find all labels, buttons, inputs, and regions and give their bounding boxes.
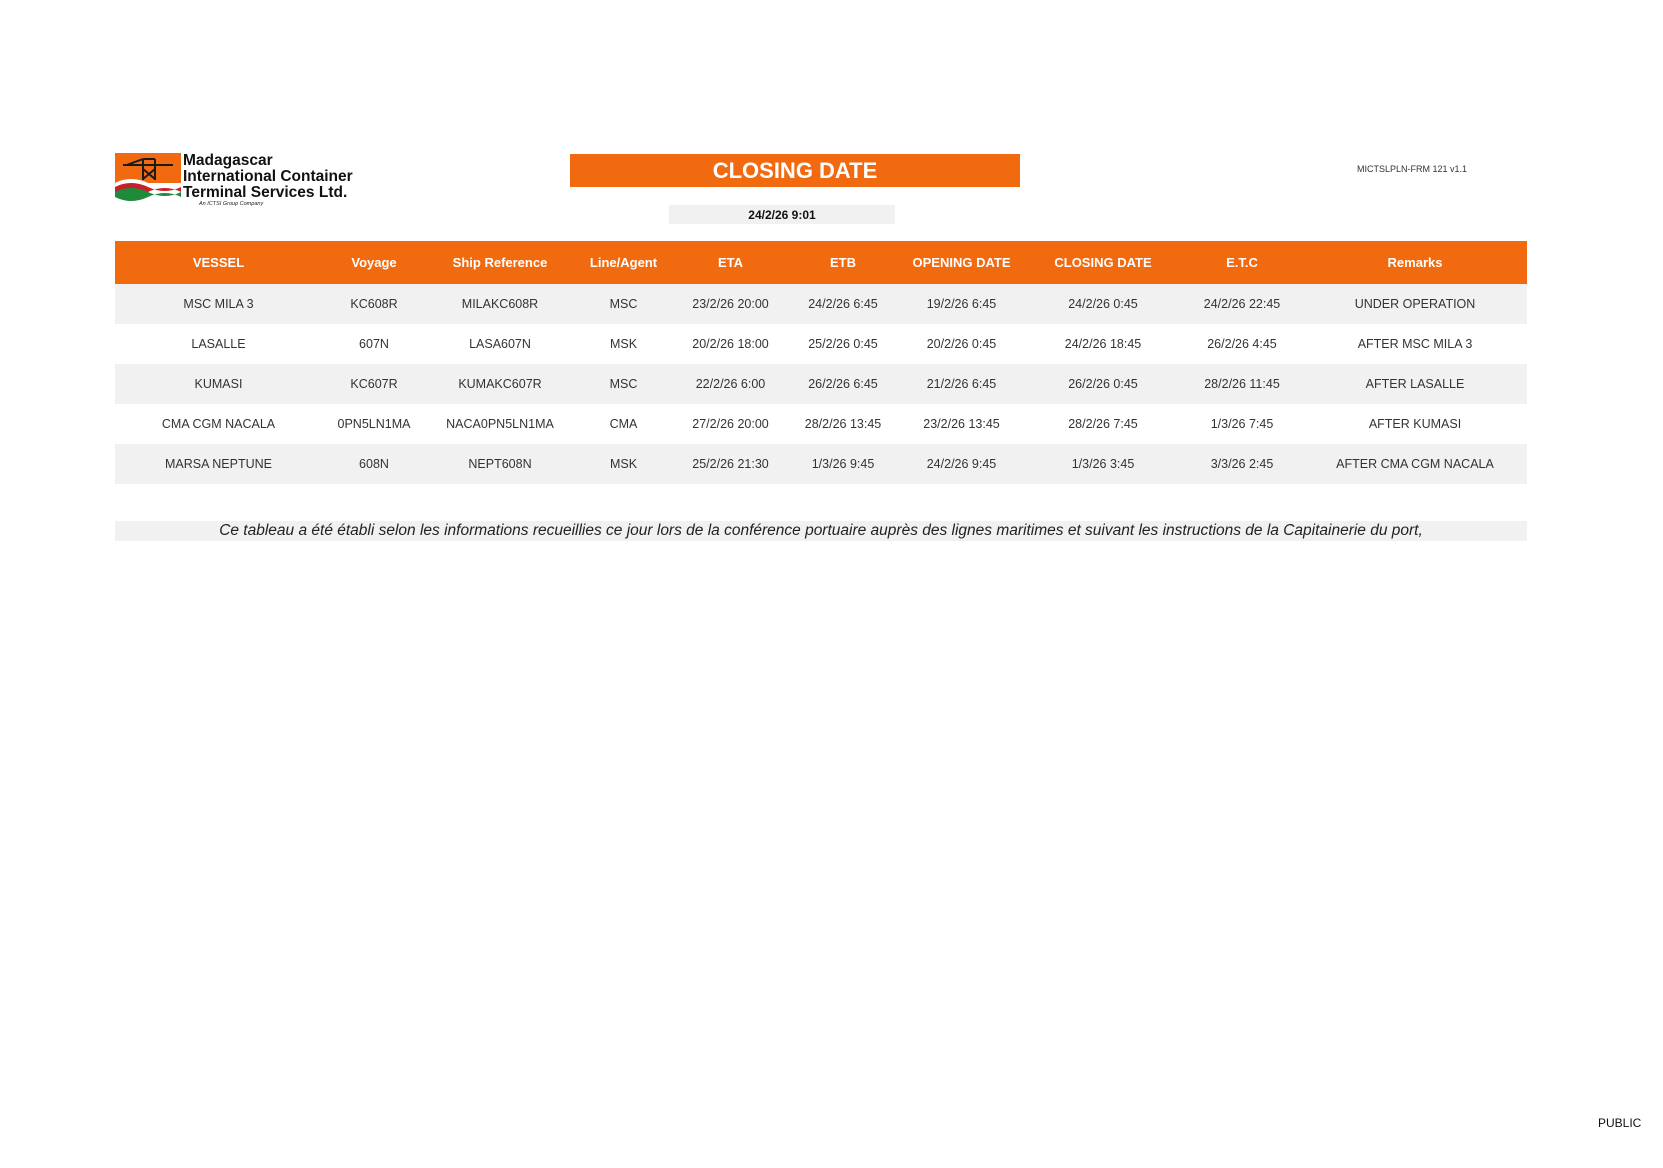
cell-vessel: KUMASI: [115, 364, 322, 404]
cell-voyage: 0PN5LN1MA: [337, 417, 411, 431]
cell-opening-date: 24/2/26 9:45: [898, 444, 1025, 484]
cell-ship-reference: MILAKC608R: [426, 284, 574, 324]
table-row: [115, 324, 1527, 364]
col-vessel: VESSEL: [115, 241, 322, 284]
report-datetime: 24/2/26 9:01: [669, 205, 895, 224]
company-logo: [115, 153, 355, 213]
cell-vessel: MSC MILA 3: [115, 284, 322, 324]
cell-voyage: 608N: [322, 444, 426, 484]
cell-line-agent: MSC: [574, 364, 673, 404]
cell-voyage: KC608R: [322, 284, 426, 324]
cell-opening-date: 19/2/26 6:45: [898, 284, 1025, 324]
col-ship-reference: Ship Reference: [426, 241, 574, 284]
table-row: [115, 444, 1527, 484]
cell-etb: 28/2/26 13:45: [804, 417, 882, 431]
cell-ship-reference: NACA0PN5LN1MA: [446, 417, 554, 431]
group-tagline: An ICTSI Group Company: [199, 201, 264, 207]
cell-etc: 26/2/26 4:45: [1207, 337, 1277, 351]
table-row: [115, 404, 1527, 444]
classification-label: PUBLIC: [1598, 1116, 1642, 1130]
cell-closing-date: 24/2/26 0:45: [1025, 284, 1181, 324]
cell-remarks: AFTER CMA CGM NACALA: [1303, 444, 1527, 484]
cell-ship-reference: KUMAKC607R: [426, 364, 574, 404]
cell-eta: 20/2/26 18:00: [692, 337, 769, 351]
cell-closing-date: 1/3/26 3:45: [1025, 444, 1181, 484]
disclaimer-note: Ce tableau a été établi selon les informations recueillies ce jour lors de la conférence portuaire auprès des lignes maritimes et suivant les instructions de la Capitainerie du port,: [115, 521, 1527, 541]
col-voyage: Voyage: [322, 241, 426, 284]
cell-remarks: AFTER LASALLE: [1303, 364, 1527, 404]
company-name: Madagascar International Container Terminal Services Ltd.: [183, 152, 353, 201]
col-etc: E.T.C: [1181, 241, 1303, 284]
cell-voyage: KC607R: [322, 364, 426, 404]
col-eta: ETA: [673, 241, 788, 284]
cell-etc: 24/2/26 22:45: [1181, 284, 1303, 324]
cell-line-agent: CMA: [609, 417, 638, 431]
col-line-agent: Line/Agent: [574, 241, 673, 284]
cell-closing-date: 28/2/26 7:45: [1068, 417, 1138, 431]
cell-line-agent: MSC: [574, 284, 673, 324]
page-title: CLOSING DATE: [570, 154, 1020, 187]
cell-etc: 1/3/26 7:45: [1210, 417, 1274, 431]
crane-logo-icon: [115, 153, 181, 201]
cell-etb: 25/2/26 0:45: [808, 337, 878, 351]
cell-remarks: AFTER KUMASI: [1368, 417, 1462, 431]
cell-opening-date: 23/2/26 13:45: [923, 417, 1000, 431]
col-remarks: Remarks: [1303, 241, 1527, 284]
col-etb: ETB: [788, 241, 898, 284]
cell-opening-date: 21/2/26 6:45: [898, 364, 1025, 404]
cell-eta: 23/2/26 20:00: [673, 284, 788, 324]
col-closing-date: CLOSING DATE: [1025, 241, 1181, 284]
cell-etc: 3/3/26 2:45: [1181, 444, 1303, 484]
col-opening-date: OPENING DATE: [898, 241, 1025, 284]
cell-ship-reference: LASA607N: [469, 337, 531, 351]
cell-vessel: MARSA NEPTUNE: [115, 444, 322, 484]
cell-ship-reference: NEPT608N: [426, 444, 574, 484]
cell-etb: 1/3/26 9:45: [788, 444, 898, 484]
table-header-row: [115, 241, 1527, 284]
form-code: MICTSLPLN-FRM 121 v1.1: [1357, 164, 1468, 174]
table-row: [115, 364, 1527, 404]
cell-vessel: LASALLE: [191, 337, 246, 351]
cell-vessel: CMA CGM NACALA: [161, 417, 276, 431]
cell-eta: 22/2/26 6:00: [673, 364, 788, 404]
cell-eta: 27/2/26 20:00: [692, 417, 769, 431]
cell-line-agent: MSK: [609, 337, 638, 351]
cell-remarks: UNDER OPERATION: [1303, 284, 1527, 324]
cell-voyage: 607N: [359, 337, 389, 351]
cell-opening-date: 20/2/26 0:45: [926, 337, 997, 351]
cell-line-agent: MSK: [574, 444, 673, 484]
cell-etb: 24/2/26 6:45: [788, 284, 898, 324]
cell-eta: 25/2/26 21:30: [673, 444, 788, 484]
cell-etb: 26/2/26 6:45: [788, 364, 898, 404]
cell-closing-date: 24/2/26 18:45: [1064, 337, 1142, 351]
table-row: [115, 284, 1527, 324]
cell-etc: 28/2/26 11:45: [1181, 364, 1303, 404]
cell-closing-date: 26/2/26 0:45: [1025, 364, 1181, 404]
closing-date-table: [115, 241, 1527, 484]
cell-remarks: AFTER MSC MILA 3: [1357, 337, 1473, 351]
